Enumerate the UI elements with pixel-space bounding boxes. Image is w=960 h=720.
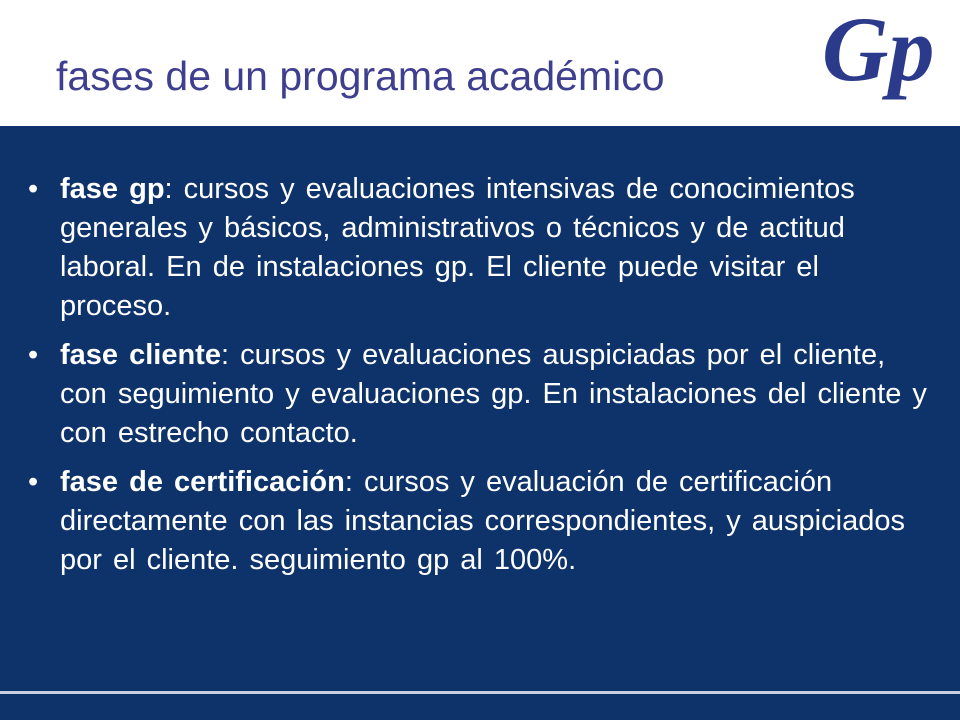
bullet-text: : cursos y evaluaciones auspiciadas por el cliente, con seguimiento y evaluaciones gp. En instalaciones del cliente y con estrecho contacto. (60, 339, 927, 449)
bullet-term: fase de certificación (60, 466, 345, 498)
slide-header (0, 0, 960, 126)
gp-logo-text: Gp (822, 2, 935, 100)
bullet-term: fase gp (60, 173, 165, 205)
bottom-divider (0, 691, 960, 694)
bullet-item-fase-gp (28, 170, 940, 326)
content-panel (0, 126, 960, 720)
bullet-icon: • (28, 466, 39, 498)
bullet-item-fase-certificacion (28, 463, 940, 580)
bullet-icon: • (28, 339, 39, 371)
gp-logo (820, 2, 950, 124)
bullet-text: : cursos y evaluaciones intensivas de conocimientos generales y básicos, administrativos o técnicos y de actitud laboral. En de instalaciones gp. El cliente puede visitar el proceso. (60, 173, 855, 322)
slide-title: fases de un programa académico (56, 53, 665, 99)
bullet-text: : cursos y evaluación de certificación directamente con las instancias correspondientes, y auspiciados por el cliente. seguimiento gp al 100%. (60, 466, 905, 576)
bullet-item-fase-cliente (28, 336, 940, 453)
bullet-list (28, 170, 940, 590)
bullet-icon: • (28, 173, 39, 205)
bullet-term: fase cliente (60, 339, 221, 371)
